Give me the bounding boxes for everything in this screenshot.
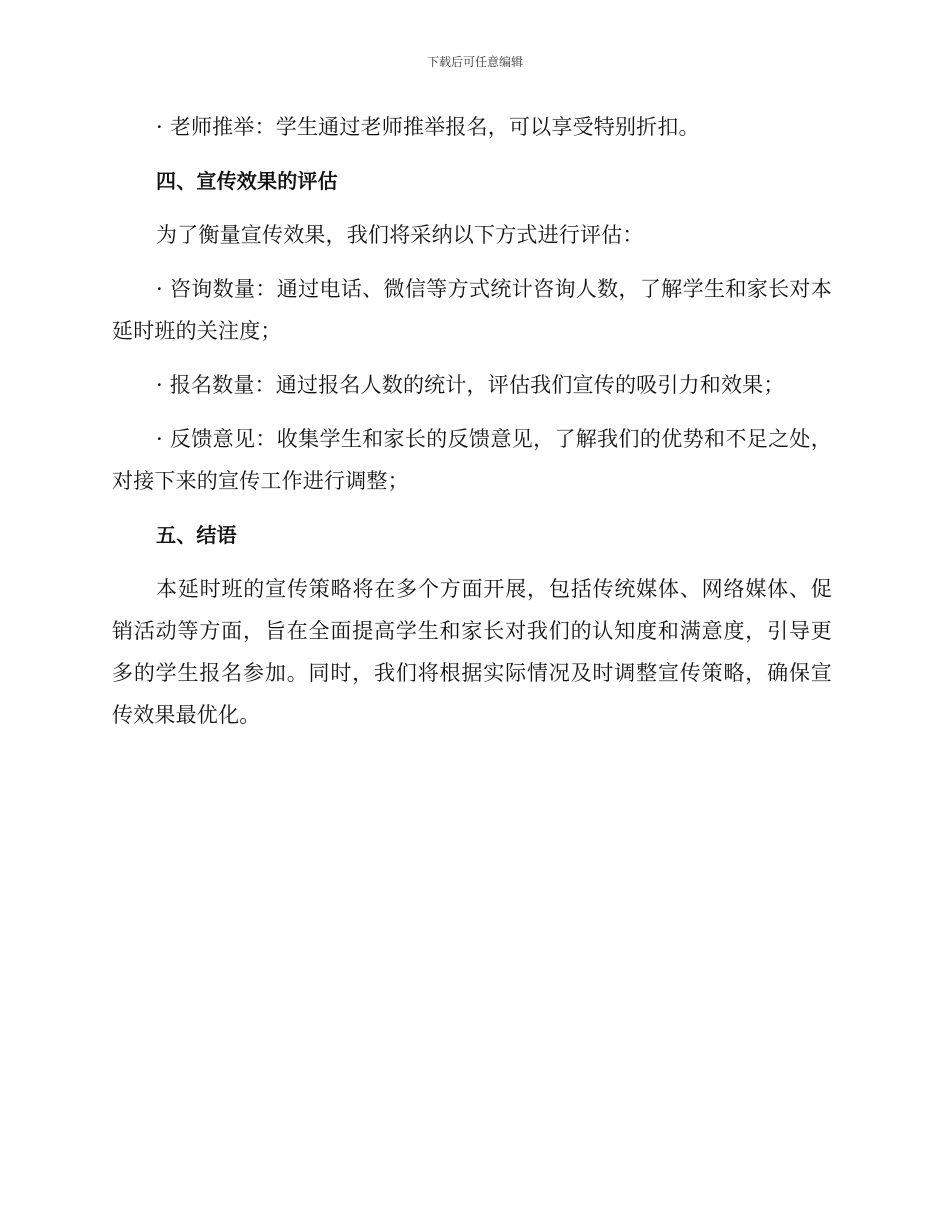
- document-body: [112, 106, 832, 736]
- page-header: 下载后可任意编辑: [426, 55, 523, 69]
- bullet-teacher-recommendation: · 老师推举：学生通过老师推举报名，可以享受特别折扣。: [156, 115, 700, 139]
- section-heading-conclusion: 五、结语: [156, 523, 237, 547]
- conclusion-paragraph: 本延时班的宣传策略将在多个方面开展，包括传统媒体、网络媒体、促销活动等方面，旨在全面提高学生和家长对我们的认知度和满意度，引导更多的学生报名参加。同时，我们将根据实际情况及时调整宣传策略，确保宣传效果最优化。: [112, 577, 832, 727]
- bullet-registration-count: · 报名数量：通过报名人数的统计，评估我们宣传的吸引力和效果；: [156, 373, 785, 397]
- bullet-inquiry-count: · 咨询数量：通过电话、微信等方式统计咨询人数，了解学生和家长对本延时班的关注度；: [112, 277, 832, 343]
- section-heading-evaluation: 四、宣传效果的评估: [156, 169, 338, 193]
- evaluation-intro: 为了衡量宣传效果，我们将采纳以下方式进行评估：: [156, 223, 644, 247]
- bullet-feedback: · 反馈意见：收集学生和家长的反馈意见，了解我们的优势和不足之处，对接下来的宣传工作进行调整；: [112, 427, 832, 493]
